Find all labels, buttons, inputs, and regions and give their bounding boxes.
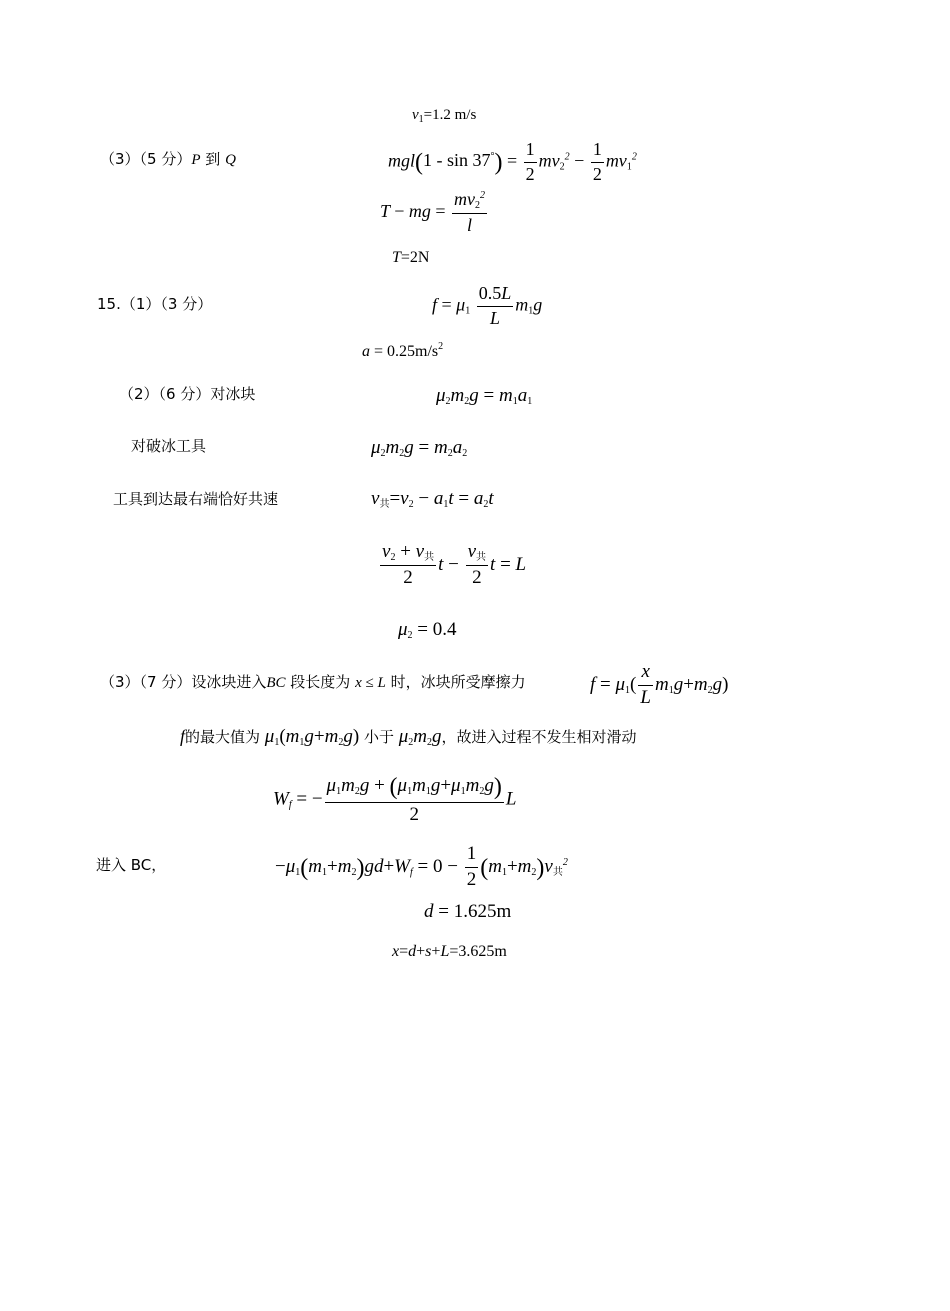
total-x-result: x=d+s+L=3.625m	[392, 943, 507, 960]
friction-equation-1: f = μ1 $\frac{0.5L}{L}$ m1g	[432, 283, 543, 328]
tension-equation: T − mg = $\frac{mv2^2}{l}$	[380, 189, 485, 235]
ice-block-equation: μ2m2g = m1a1	[436, 385, 533, 407]
v1-result: $v_1=1.2$ m/s	[412, 107, 477, 125]
q15-part2-label: （2）（6 分）对冰块	[119, 385, 256, 403]
friction-equation-3: f = μ1( $\frac{x}{L}$ m1g+m2g)	[590, 661, 729, 708]
tool-label: 对破冰工具	[131, 437, 207, 455]
energy-equation-pq: mgl(1 - sin 37°) = $\frac{1}{2}$ $mv2^2$ − $\frac{1}{2}$ $mv1^2$	[388, 139, 637, 184]
common-speed-label: 工具到达最右端恰好共速	[113, 490, 279, 508]
q15-part3-label: （3）（7 分）设冰块进入BC 段长度为 x ≤ L 时，冰块所受摩擦力	[100, 673, 526, 691]
max-friction-statement: f的最大值为 μ1(m1g+m2g) 小于 μ2m2g，故进入过程不发生相对滑动	[180, 726, 637, 748]
distance-d-result: d = 1.625m	[424, 901, 512, 922]
tool-equation: μ2m2g = m2a2	[371, 437, 468, 459]
energy-equation-bc: −μ1(m1+m2)gd+Wf = 0 − $\frac{1}{2}$ (m1+m2)v共$^2$	[275, 843, 568, 890]
common-speed-equation: v共=v2 − a1t = a2t	[371, 488, 494, 510]
friction-work-equation: Wf = − $\frac{\mu 1m2g + (\mu 1m1g+\mu 1m2g)}{2}$ L	[273, 774, 517, 826]
enter-bc-label: 进入 BC，	[96, 856, 167, 874]
mu2-result: μ2 = 0.4	[398, 619, 457, 641]
part3-label: （3）（5 分）P 到 Q	[100, 150, 236, 168]
tension-result: T=2N	[392, 249, 430, 266]
acceleration-result: $a = 0.25m/s^2$	[362, 341, 444, 360]
q15-part1-label: 15.（1）（3 分）	[97, 295, 213, 313]
displacement-equation: $\frac{\text{v2 + v共}}{2}$ t − $\frac{\text{v共}}{2}$ t = L	[382, 541, 527, 588]
